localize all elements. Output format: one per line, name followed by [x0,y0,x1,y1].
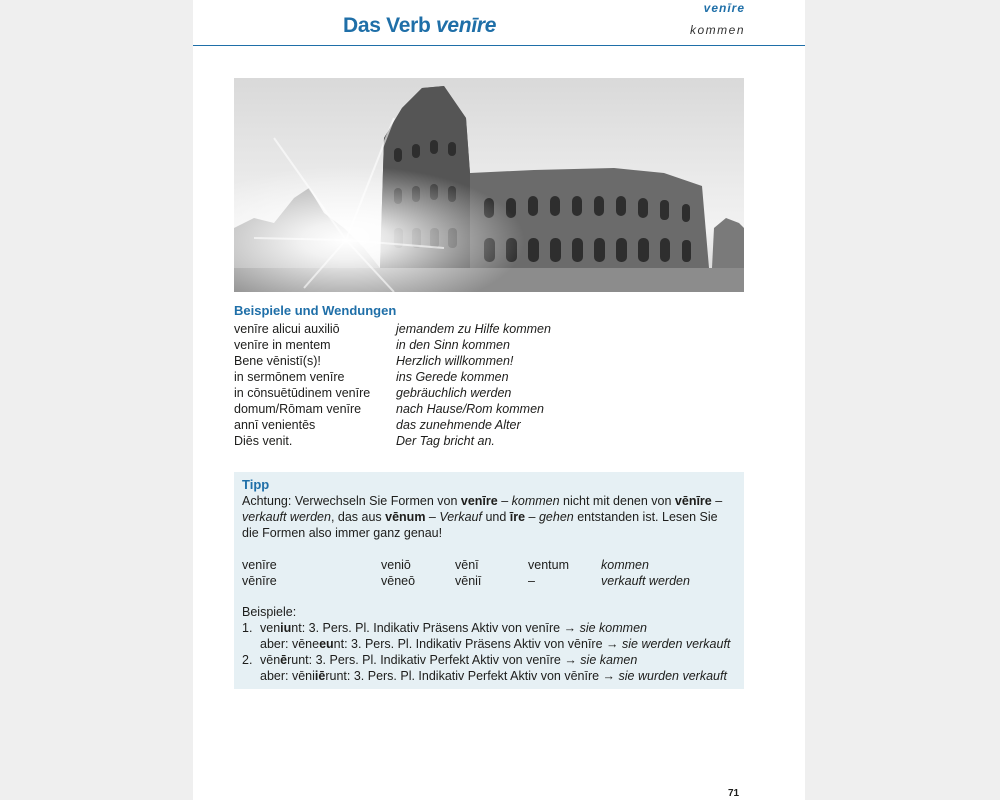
german-translation: jemandem zu Hilfe kommen [396,322,551,336]
phrase-row [234,369,754,385]
latin-phrase: venīre in mentem [234,338,331,352]
german-translation: Herzlich willkommen! [396,354,514,368]
meaning: kommen [601,558,649,572]
principal-parts-table [242,557,742,589]
phrase-row [234,417,754,433]
principal-parts-row [242,573,742,589]
colosseum-photo [234,78,744,292]
meaning: verkauft werden [601,574,690,588]
running-head-verb: venīre [703,1,745,15]
page-number: 71 [728,788,740,799]
example-number: 2. [242,653,253,667]
example-item: 1. veniunt: 3. Pers. Pl. Indikativ Präsens Aktiv von venīre → sie kommen [242,621,647,635]
latin-phrase: domum/Rōmam venīre [234,402,362,416]
phrase-row [234,321,754,337]
german-translation: nach Hause/Rom kommen [396,402,544,416]
infinitive: venīre [242,558,277,572]
examples-label: Beispiele: [242,605,297,619]
example-item: 2. vēnērunt: 3. Pers. Pl. Indikativ Perfekt Aktiv von venīre → sie kamen [242,653,638,667]
german-translation: das zunehmende Alter [396,418,521,432]
latin-phrase: Bene vēnistī(s)! [234,354,321,368]
page-title [343,14,496,38]
present-form: vēneō [381,574,416,588]
examples-list [242,604,742,684]
german-translation: gebräuchlich werden [396,386,512,400]
phrase-row [234,433,754,449]
tip-title: Tipp [242,477,270,492]
german-translation: ins Gerede kommen [396,370,509,384]
present-form: veniō [381,558,411,572]
phrase-list [234,321,754,449]
phrase-row [234,401,754,417]
latin-phrase: in cōnsuētūdinem venīre [234,386,371,400]
latin-phrase: venīre alicui auxiliō [234,322,340,336]
example-number: 1. [242,621,253,635]
infinitive: vēnīre [242,574,277,588]
page [193,0,805,800]
perfect-form: vēniī [455,574,482,588]
header-rule [193,45,805,46]
latin-phrase: in sermōnem venīre [234,370,345,384]
running-head-meaning: kommen [689,23,745,37]
principal-parts-row [242,557,742,573]
phrase-row [234,337,754,353]
perfect-form: vēnī [455,558,479,572]
title-verb: venīre [436,14,497,37]
german-translation: Der Tag bricht an. [396,434,495,448]
phrase-row [234,385,754,401]
latin-phrase: Diēs venit. [234,434,293,448]
tip-box [234,472,744,689]
tip-text: Achtung: Verwechseln Sie Formen von venīre – kommen nicht mit denen von vēnīre – verkauft werden, das aus vēnum – Verkauf und īre – gehen entstanden ist. Lesen Sie die Formen also immer ganz genau! [242,494,723,540]
supine-form: ventum [528,558,569,572]
phrase-row [234,353,754,369]
title-prefix: Das Verb [343,14,431,37]
german-translation: in den Sinn kommen [396,338,510,352]
latin-phrase: annī venientēs [234,418,316,432]
section-heading: Beispiele und Wendungen [234,303,397,318]
example-item: aber: vēniiērunt: 3. Pers. Pl. Indikativ Perfekt Aktiv von vēnīre → sie wurden verkauft [260,669,727,683]
example-item: aber: vēneeunt: 3. Pers. Pl. Indikativ Präsens Aktiv von vēnīre → sie werden verkauft [260,637,731,651]
supine-form: – [528,574,535,588]
